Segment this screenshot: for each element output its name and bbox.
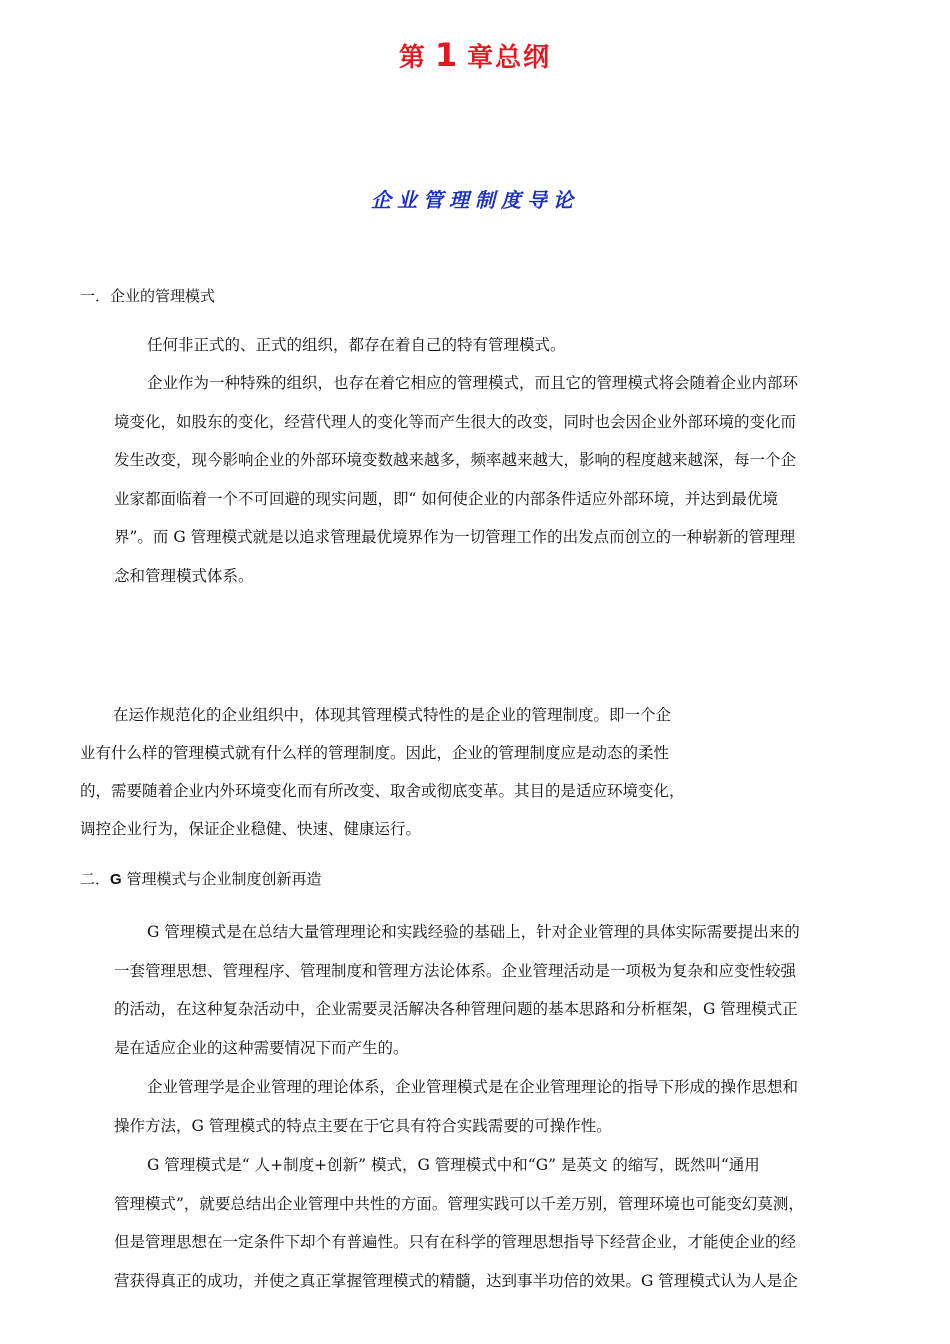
heading-bold-letter: G [110, 871, 122, 888]
paragraph-line: 界”。而 G 管理模式就是以追求管理最优境界作为一切管理工作的出发点而创立的一种崭新的管理理 [114, 528, 796, 546]
paragraph-line: 在运作规范化的企业组织中，体现其管理模式特性的是企业的管理制度。即一个企 [113, 706, 672, 724]
paragraph-line: 的活动，在这种复杂活动中，企业需要灵活解决各种管理问题的基本思路和分析框架，G 管理模式正 [114, 1000, 798, 1018]
paragraph-4 [114, 913, 854, 1067]
paragraph-line: 发生改变，现今影响企业的外部环境变数越来越多，频率越来越大，影响的程度越来越深，每一个企 [114, 451, 797, 469]
paragraph-1 [114, 326, 854, 365]
chapter-number: 1 [434, 36, 460, 74]
paragraph-5 [114, 1068, 854, 1145]
paragraph-line: 一套管理思想、管理程序、管理制度和管理方法论体系。企业管理活动是一项极为复杂和应变性较强 [114, 961, 797, 980]
paragraph-6 [114, 1146, 864, 1300]
paragraph-line: 业家都面临着一个不可回避的现实问题，即“ 如何使企业的内部条件适应外部环境，并达到最优境 [114, 489, 778, 508]
heading-prefix: 二． [80, 870, 111, 888]
paragraph-line: 境变化，如股东的变化，经营代理人的变化等而产生很大的改变，同时也会因企业外部环境的变化而 [114, 412, 797, 431]
paragraph-3 [80, 696, 720, 848]
paragraph-line: 管理模式”，就要总结出企业管理中共性的方面。管理实践可以千差万别，管理环境也可能变幻莫测， [114, 1194, 804, 1213]
section-title: 企业管理制度导论 [371, 188, 579, 212]
paragraph-line: 但是管理思想在一定条件下却个有普遍性。只有在科学的管理思想指导下经营企业，才能使企业的经 [114, 1233, 797, 1251]
paragraph-line: 调控企业行为，保证企业稳健、快速、健康运行。 [80, 820, 422, 838]
chapter-prefix: 第 [398, 43, 427, 73]
paragraph-line: 任何非正式的、正式的组织，都存在着自己的特有管理模式。 [147, 336, 566, 354]
paragraph-line: 念和管理模式体系。 [114, 566, 254, 585]
paragraph-line: 营获得真正的成功，并使之真正掌握管理模式的精髓，达到事半功倍的效果。G 管理模式认为人是企 [114, 1271, 798, 1290]
paragraph-line: 操作方法，G 管理模式的特点主要在于它具有符合实践需要的可操作性。 [114, 1116, 612, 1135]
heading-g-model [80, 869, 321, 890]
chapter-title [0, 36, 950, 74]
heading-rest: 管理模式与企业制度创新再造 [121, 870, 322, 888]
paragraph-line: G 管理模式是“ 人+制度+创新” 模式，G 管理模式中和“G” 是英文 的缩写，既然叫“通用 [147, 1156, 760, 1174]
paragraph-line: 是在适应企业的这种需要情况下而产生的。 [114, 1038, 409, 1057]
paragraph-line: 的，需要随着企业内外环境变化而有所改变、取舍或彻底变革。其目的是适应环境变化， [80, 782, 685, 800]
chapter-suffix: 章总纲 [467, 43, 552, 73]
paragraph-line: 业有什么样的管理模式就有什么样的管理制度。因此，企业的管理制度应是动态的柔性 [80, 744, 670, 762]
paragraph-2 [114, 364, 854, 595]
paragraph-line: 企业作为一种特殊的组织，也存在着它相应的管理模式，而且它的管理模式将会随着企业内部环 [147, 374, 799, 392]
heading-management-mode: 一．企业的管理模式 [80, 287, 216, 305]
paragraph-line: 企业管理学是企业管理的理论体系，企业管理模式是在企业管理理论的指导下形成的操作思想和 [147, 1078, 799, 1096]
paragraph-line: G 管理模式是在总结大量管理理论和实践经验的基础上，针对企业管理的具体实际需要提出来的 [147, 923, 800, 941]
